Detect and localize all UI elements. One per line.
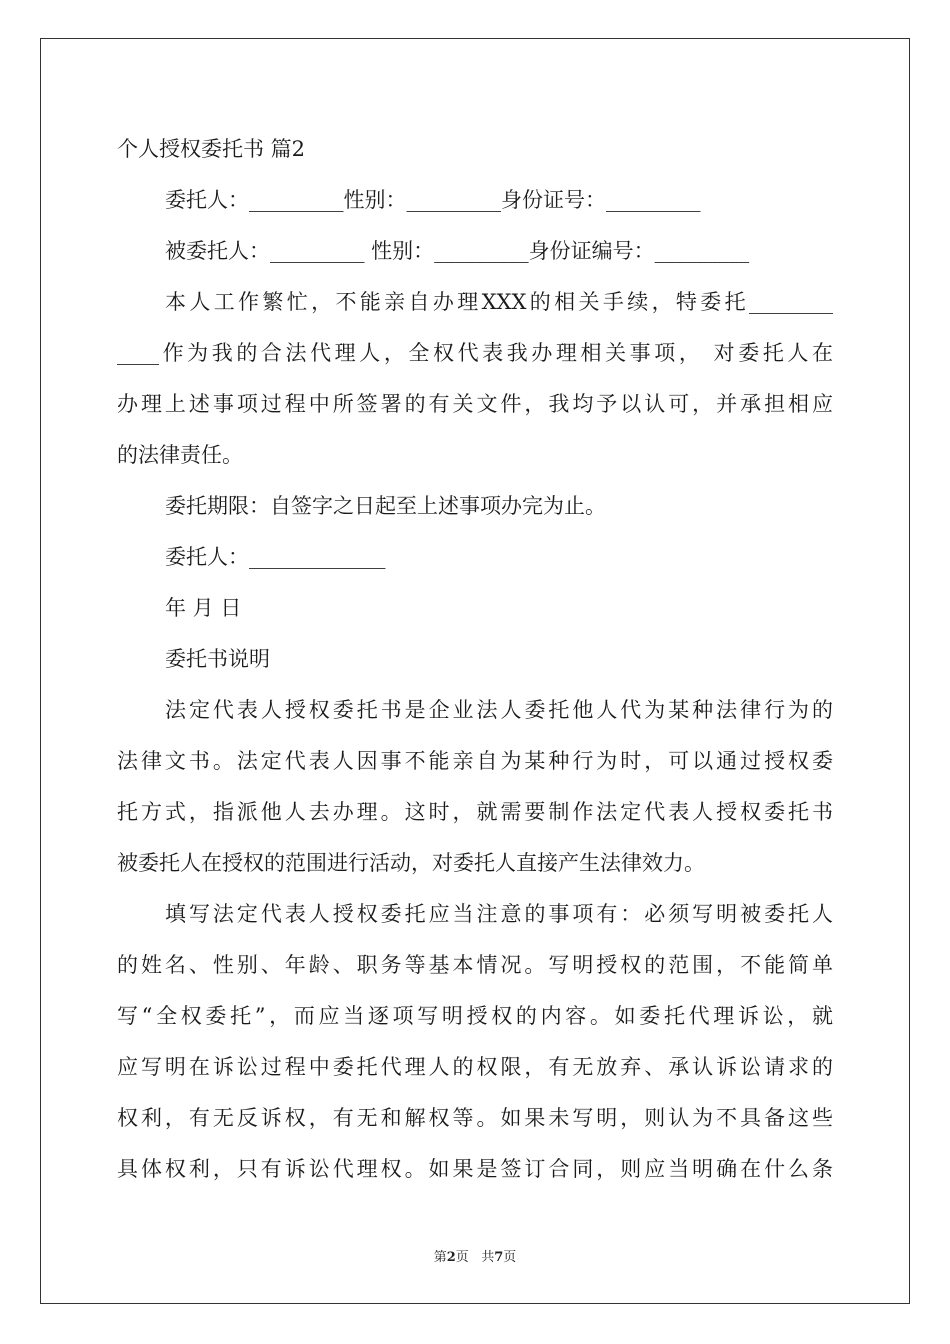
section-heading: 委托书说明 (165, 647, 270, 671)
signature-line: 委托人：_____________ (165, 545, 386, 569)
entrust-period: 委托期限：自签字之日起至上述事项办完为止。 (165, 494, 606, 518)
paragraph-line: 具体权利，只有诉讼代理权。如果是签订合同，则应当明确在什么条 (117, 1157, 833, 1181)
paragraph-line: ____作为我的合法代理人，全权代表我办理相关事项， 对委托人在 (117, 341, 833, 365)
paragraph-line: 填写法定代表人授权委托应当注意的事项有：必须写明被委托人 (165, 902, 833, 926)
page-footer (0, 1246, 950, 1265)
form-line-principal: 委托人：_________性别：_________身份证号：_________ (165, 188, 701, 212)
paragraph-line: 法定代表人授权委托书是企业法人委托他人代为某种法律行为的 (165, 698, 833, 722)
paragraph-line: 本人工作繁忙，不能亲自办理XXX的相关手续，特委托________ (165, 290, 833, 314)
date-line: 年 月 日 (165, 596, 242, 620)
document-body (117, 124, 833, 1195)
form-line-agent: 被委托人：_________ 性别：_________身份证编号：_________ (165, 239, 750, 263)
footer-total-number: 7 (494, 1250, 504, 1265)
paragraph-line: 被委托人在授权的范围进行活动，对委托人直接产生法律效力。 (117, 851, 705, 875)
paragraph-line: 应写明在诉讼过程中委托代理人的权限，有无放弃、承认诉讼请求的 (117, 1055, 833, 1079)
footer-total-prefix: 共 (481, 1250, 495, 1265)
footer-page-prefix: 第 (433, 1250, 447, 1265)
paragraph-line: 法律文书。法定代表人因事不能亲自为某种行为时，可以通过授权委 (117, 749, 833, 773)
document-title: 个人授权委托书 篇2 (117, 137, 306, 161)
paragraph-line: 的姓名、性别、年龄、职务等基本情况。写明授权的范围，不能简单 (117, 953, 833, 977)
footer-page-suffix: 页 (455, 1250, 469, 1265)
footer-page-number: 2 (446, 1250, 456, 1265)
paragraph-line: 权利，有无反诉权，有无和解权等。如果未写明，则认为不具备这些 (117, 1106, 833, 1130)
paragraph-line: 的法律责任。 (117, 443, 243, 467)
footer-total-suffix: 页 (503, 1250, 517, 1265)
paragraph-line: 办理上述事项过程中所签署的有关文件，我均予以认可，并承担相应 (117, 392, 833, 416)
paragraph-line: 写“全权委托”，而应当逐项写明授权的内容。如委托代理诉讼，就 (117, 1004, 833, 1028)
paragraph-line: 托方式，指派他人去办理。这时，就需要制作法定代表人授权委托书 (117, 800, 833, 824)
